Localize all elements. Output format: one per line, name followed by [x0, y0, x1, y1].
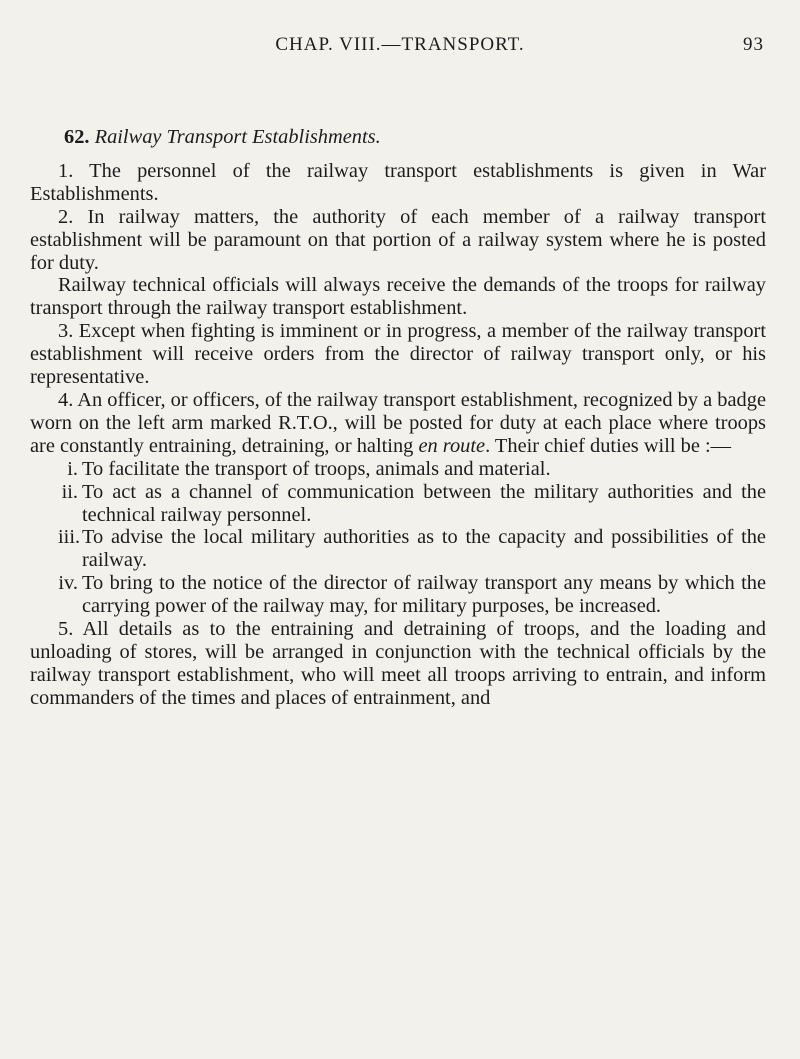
- duty-text: To advise the local military authorities as to the capacity and possibilities of the railway.: [82, 526, 766, 572]
- paragraph-2: 2. In railway matters, the authority of each member of a railway transport establishment will be paramount on that portion of a railway system where he is posted for duty.: [30, 205, 766, 274]
- running-title: CHAP. VIII.—TRANSPORT.: [275, 34, 525, 55]
- paragraph-4-italic: en route: [418, 434, 486, 457]
- duty-numeral: i.: [67, 457, 78, 480]
- duty-item-2: [30, 481, 766, 527]
- duty-text: To bring to the notice of the director of railway transport any means by which the carrying power of the railway may, for military purposes, be increased.: [82, 572, 766, 618]
- page-number: 93: [743, 34, 764, 55]
- section-title: Railway Transport Establishments.: [94, 126, 381, 148]
- duty-item-3: [30, 526, 766, 572]
- paragraph-1: 1. The personnel of the railway transport establishments is given in War Establishments.: [30, 159, 766, 205]
- section-number: 62.: [64, 126, 90, 148]
- paragraph-4-text-a: 4. An officer, or officers, of the railway transport establishment, recognized by a badge worn on the left arm marked R.T.O., will be posted for duty at each place where troops are constantly entraining, detraining, or halting: [30, 388, 766, 457]
- paragraph-5: 5. All details as to the entraining and detraining of troops, and the loading and unloading of stores, will be arranged in conjunction with the technical officials by the railway transport establishment, who will meet all troops arriving to entrain, and inform commanders of the times and places of entrainment, and: [30, 618, 766, 709]
- duty-text: To facilitate the transport of troops, animals and material.: [82, 457, 551, 480]
- paragraph-3: 3. Except when fighting is imminent or in progress, a member of the railway transport establishment will receive orders from the director of railway transport only, or his representative.: [30, 320, 766, 389]
- paragraph-2-continued: Railway technical officials will always receive the demands of the troops for railway transport through the railway transport establishment.: [30, 274, 766, 320]
- duty-item-1: [30, 458, 766, 481]
- section-heading: [30, 126, 766, 149]
- duty-text: To act as a channel of communication between the military authorities and the technical railway personnel.: [82, 480, 766, 526]
- paragraph-4-text-b: . Their chief duties will be :—: [485, 434, 732, 457]
- duty-numeral: ii.: [61, 480, 78, 503]
- duty-numeral: iv.: [58, 572, 78, 595]
- duty-item-4: [30, 572, 766, 618]
- duty-numeral: iii.: [58, 526, 81, 549]
- page-body: [30, 126, 766, 710]
- paragraph-4: [30, 389, 766, 458]
